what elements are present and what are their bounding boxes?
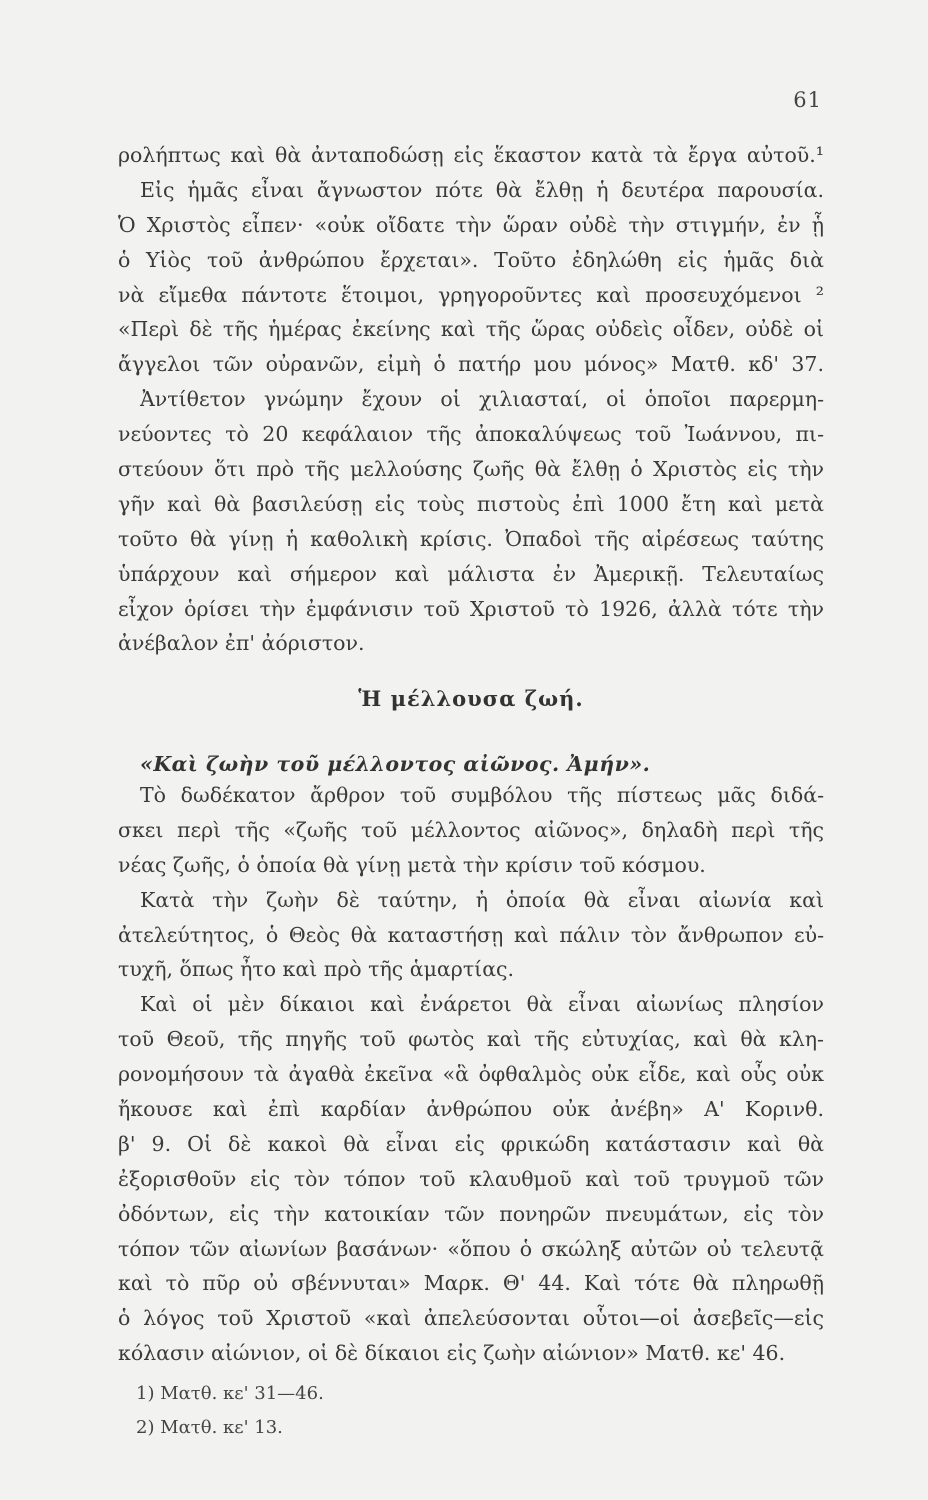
text-line: τοῦ Θεοῦ, τῆς πηγῆς τοῦ φωτὸς καὶ τῆς εὐτυχίας, καὶ θὰ κλη- — [118, 1027, 824, 1052]
text-line: νέας ζωῆς, ὁ ὁποία θὰ γίνῃ μετὰ τὴν κρίσιν τοῦ κόσμου. — [118, 852, 706, 877]
text-line: Κατὰ τὴν ζωὴν δὲ ταύτην, ἡ ὁποία θὰ εἶναι αἰωνία καὶ — [140, 887, 824, 912]
text-line: ὁ λόγος τοῦ Χριστοῦ «καὶ ἀπελεύσονται οὗτοι—οἱ ἀσεβεῖς—εἰς — [118, 1306, 824, 1331]
text-line: ρονομήσουν τὰ ἀγαθὰ ἐκεῖνα «ἃ ὀφθαλμὸς οὐκ εἶδε, καὶ οὖς οὐκ — [118, 1062, 824, 1087]
text-line: τοῦτο θὰ γίνῃ ἡ καθολικὴ κρίσις. Ὀπαδοὶ τῆς αἱρέσεως ταύτης — [118, 526, 824, 551]
text-line: νὰ εἴμεθα πάντοτε ἕτοιμοι, γρηγοροῦντες καὶ προσευχόμενοι ² — [118, 282, 824, 307]
footnotes — [136, 1377, 324, 1445]
text-line: ἀνέβαλον ἐπ' ἀόριστον. — [118, 631, 365, 656]
text-line: Καὶ οἱ μὲν δίκαιοι καὶ ἐνάρετοι θὰ εἶναι αἰωνίως πλησίον — [140, 992, 824, 1017]
section-subheading: «Καὶ ζωὴν τοῦ μέλλοντος αἰῶνος. Ἀμήν». — [140, 752, 651, 776]
text-line: Ἀντίθετον γνώμην ἔχουν οἱ χιλιασταί, οἱ ὁποῖοι παρερμη- — [140, 387, 824, 412]
text-line: τυχῆ, ὅπως ἦτο καὶ πρὸ τῆς ἁμαρτίας. — [118, 957, 515, 982]
text-line: νεύοντες τὸ 20 κεφάλαιον τῆς ἀποκαλύψεως τοῦ Ἰωάννου, πι- — [118, 422, 824, 447]
paragraph-2 — [118, 778, 824, 1371]
text-line: ὀδόντων, εἰς τὴν κατοικίαν τῶν πονηρῶν πνευμάτων, εἰς τὸν — [118, 1201, 824, 1226]
text-line: εἶχον ὁρίσει τὴν ἐμφάνισιν τοῦ Χριστοῦ τὸ 1926, ἀλλὰ τότε τὴν — [118, 596, 824, 621]
page-number: 61 — [793, 88, 822, 112]
text-line: ἄγγελοι τῶν οὐρανῶν, εἰμὴ ὁ πατήρ μου μόνος» Ματθ. κδ' 37. — [118, 352, 824, 377]
text-line: ὑπάρχουν καὶ σήμερον καὶ μάλιστα ἐν Ἀμερικῇ. Τελευταίως — [118, 561, 824, 586]
paragraph-1 — [118, 138, 824, 661]
text-line: Εἰς ἡμᾶς εἶναι ἄγνωστον πότε θὰ ἔλθῃ ἡ δευτέρα παρουσία. — [140, 177, 824, 202]
text-line: Ὁ Χριστὸς εἶπεν· «οὐκ οἴδατε τὴν ὥραν οὐδὲ τὴν στιγμήν, ἐν ᾗ — [118, 212, 824, 237]
text-line: ἐξορισθοῦν εἰς τὸν τόπον τοῦ κλαυθμοῦ καὶ τοῦ τρυγμοῦ τῶν — [118, 1166, 824, 1191]
section-heading: Ἡ μέλλουσα ζωή. — [358, 686, 584, 711]
text-line: σκει περὶ τῆς «ζωῆς τοῦ μέλλοντος αἰῶνος», δηλαδὴ περὶ τῆς — [118, 817, 824, 842]
text-line: ρολήπτως καὶ θὰ ἀνταποδώσῃ εἰς ἕκαστον κατὰ τὰ ἔργα αὐτοῦ.¹ — [118, 143, 824, 167]
text-line: γῆν καὶ θὰ βασιλεύσῃ εἰς τοὺς πιστοὺς ἐπὶ 1000 ἔτη καὶ μετὰ — [118, 491, 824, 516]
text-line: «Περὶ δὲ τῆς ἡμέρας ἐκείνης καὶ τῆς ὥρας οὐδεὶς οἶδεν, οὐδὲ οἱ — [118, 317, 824, 342]
text-line: τόπον τῶν αἰωνίων βασάνων· «ὅπου ὁ σκώληξ αὐτῶν οὐ τελευτᾷ — [118, 1236, 824, 1261]
text-line: στεύουν ὅτι πρὸ τῆς μελλούσης ζωῆς θὰ ἔλθῃ ὁ Χριστὸς εἰς τὴν — [118, 457, 824, 482]
text-line: ἀτελεύτητος, ὁ Θεὸς θὰ καταστήσῃ καὶ πάλιν τὸν ἄνθρωπον εὐ- — [118, 922, 824, 947]
text-line: ἤκουσε καὶ ἐπὶ καρδίαν ἀνθρώπου οὐκ ἀνέβη» Α' Κορινθ. — [118, 1097, 824, 1122]
text-line: κόλασιν αἰώνιον, οἱ δὲ δίκαιοι εἰς ζωὴν αἰώνιον» Ματθ. κε' 46. — [118, 1341, 786, 1366]
text-line: β' 9. Οἱ δὲ κακοὶ θὰ εἶναι εἰς φρικώδη κατάστασιν καὶ θὰ — [118, 1131, 824, 1156]
text-line: Τὸ δωδέκατον ἄρθρον τοῦ συμβόλου τῆς πίστεως μᾶς διδά- — [140, 783, 824, 807]
footnote: 2) Ματθ. κε' 13. — [136, 1417, 283, 1438]
text-line: ὁ Υἱὸς τοῦ ἀνθρώπου ἔρχεται». Τοῦτο ἐδηλώθη εἰς ἡμᾶς διὰ — [118, 247, 824, 272]
footnote: 1) Ματθ. κε' 31—46. — [136, 1383, 324, 1404]
text-line: καὶ τὸ πῦρ οὐ σβέννυται» Μαρκ. Θ' 44. Καὶ τότε θὰ πληρωθῇ — [118, 1271, 824, 1296]
